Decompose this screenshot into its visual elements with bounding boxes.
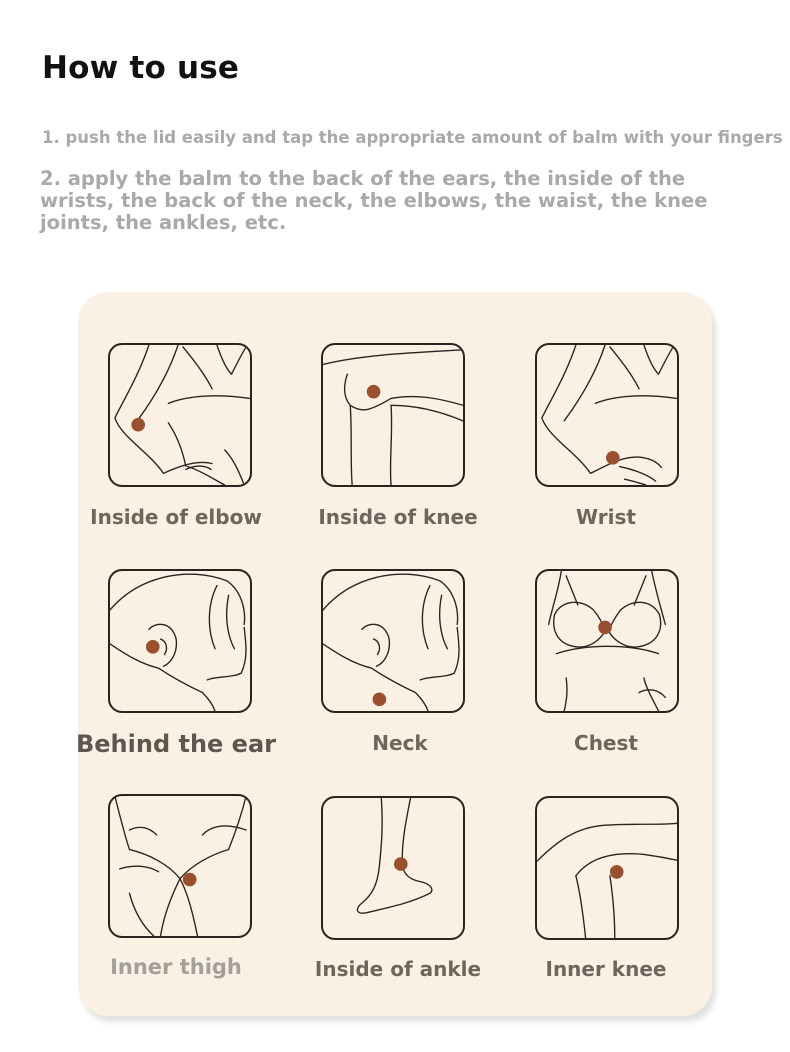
ankle-icon (321, 796, 465, 940)
step-2-text: 2. apply the balm to the back of the ears, the inside of the wrists, the back of the neck, the elbows, the waist, the knee joints, the ankles, etc. (40, 167, 708, 234)
label-inside-of-elbow: Inside of elbow (90, 505, 262, 529)
elbow-icon (108, 343, 252, 487)
label-inside-of-ankle: Inside of ankle (314, 957, 482, 981)
label-wrist: Wrist (576, 505, 636, 529)
knee-icon (321, 343, 465, 487)
inner-knee-icon (535, 796, 679, 940)
wrist-icon (535, 343, 679, 487)
ear-icon (108, 569, 252, 713)
label-chest: Chest (574, 731, 638, 755)
label-inside-of-knee: Inside of knee (318, 505, 478, 529)
neck-icon (321, 569, 465, 713)
label-inner-knee: Inner knee (545, 957, 667, 981)
page-title: How to use (42, 50, 240, 86)
label-behind-the-ear: Behind the ear (75, 730, 276, 758)
step-1-text: 1. push the lid easily and tap the appropriate amount of balm with your fingers (42, 128, 783, 147)
thigh-icon (108, 794, 252, 938)
chest-icon (535, 569, 679, 713)
label-inner-thigh: Inner thigh (110, 955, 242, 979)
label-neck: Neck (372, 731, 428, 755)
